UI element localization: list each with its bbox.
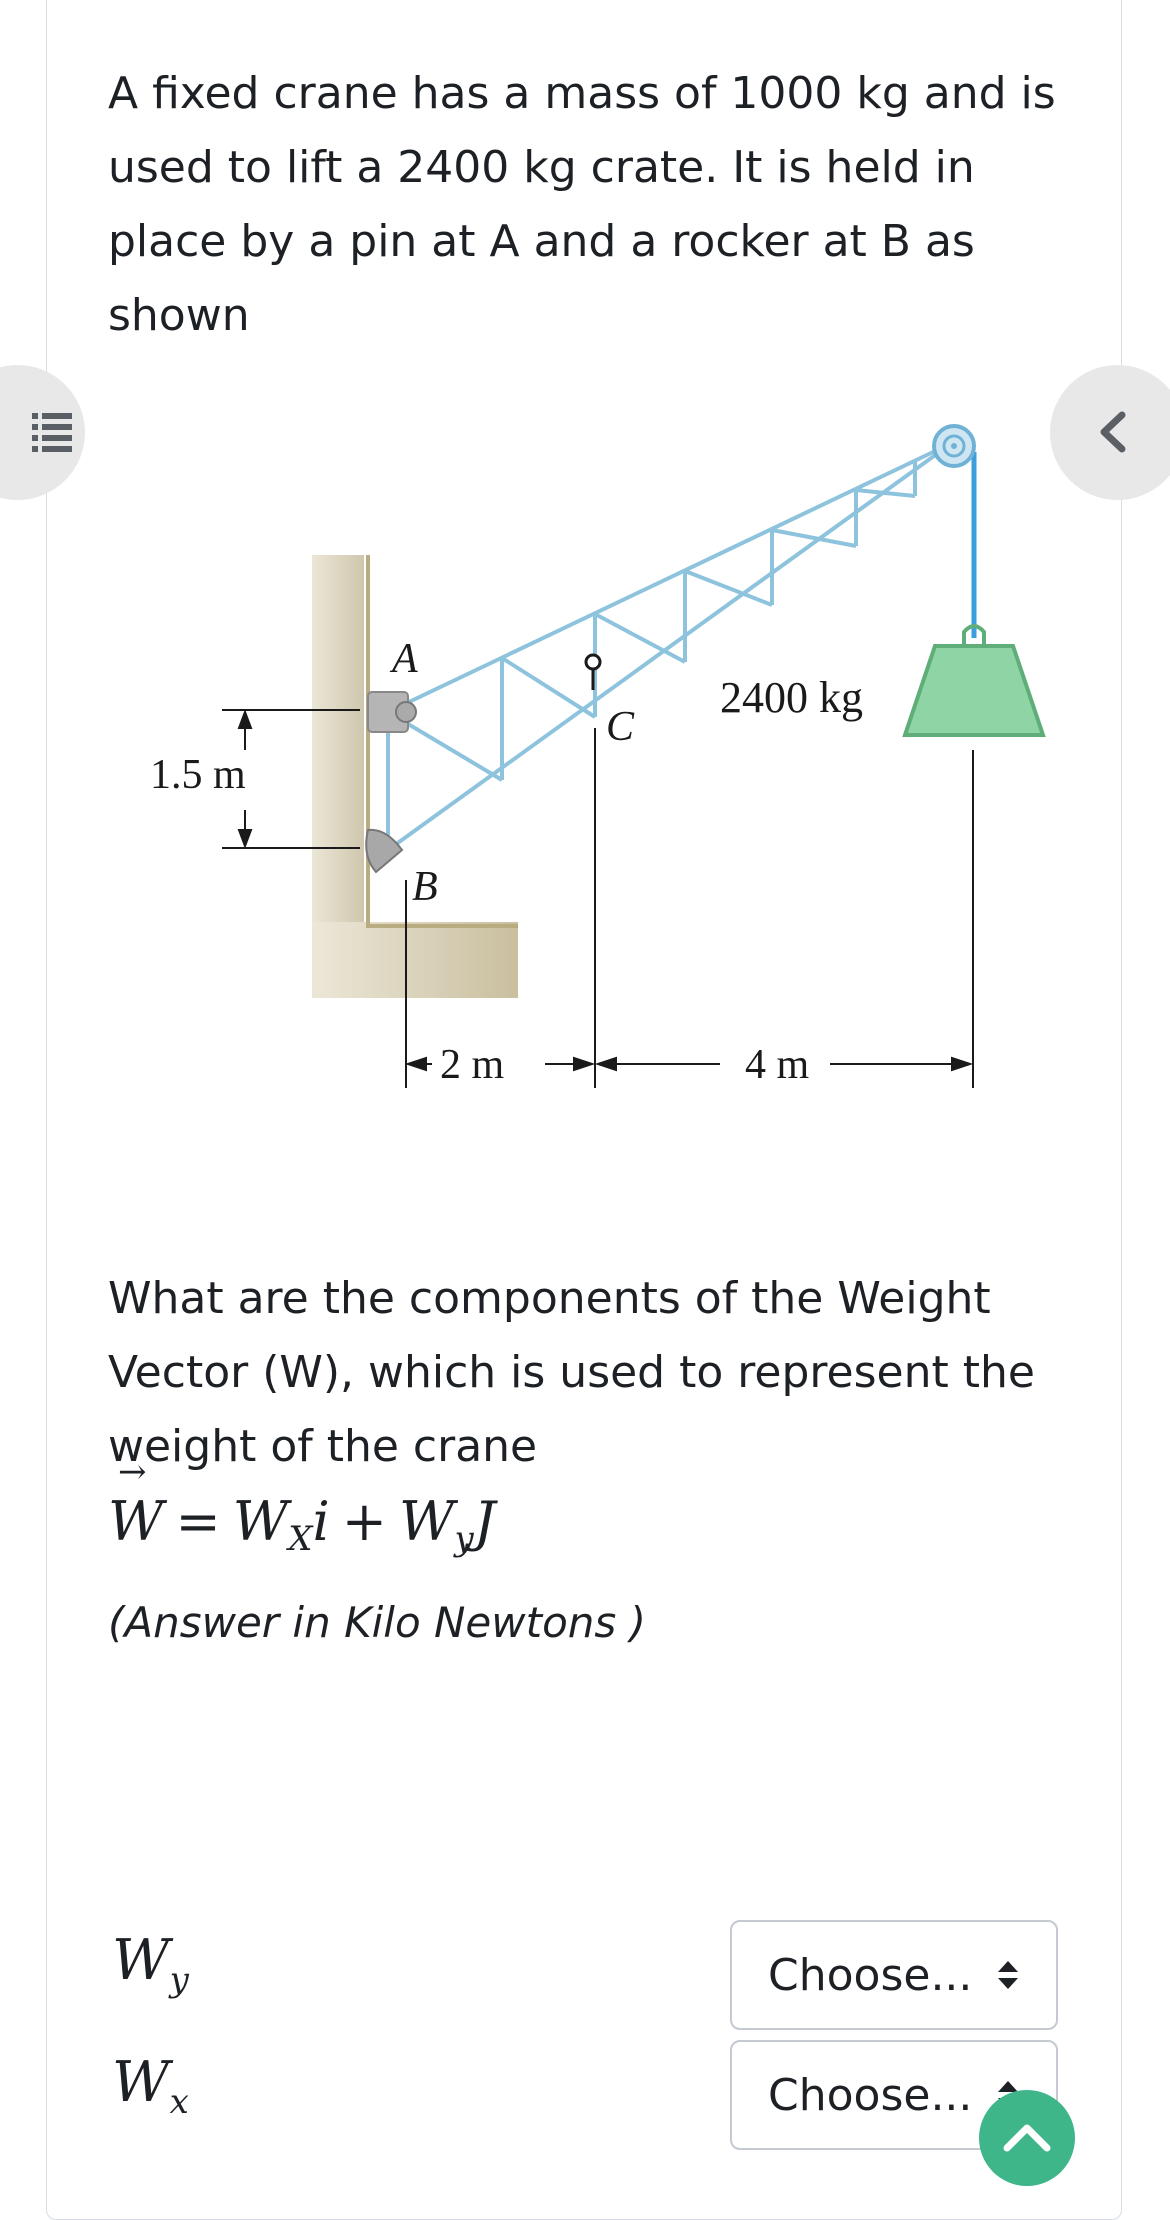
- height-dim-label: 1.5 m: [150, 752, 246, 798]
- pulley-icon: [934, 426, 974, 466]
- crane-diagram: [140, 410, 1060, 1130]
- wy-label: $W_y$: [112, 1928, 189, 2000]
- wy-select-value: Choose...: [768, 1949, 973, 2001]
- label-c: C: [606, 704, 635, 750]
- chevron-left-icon: [1092, 409, 1132, 455]
- rocker-b: [366, 830, 402, 872]
- label-a: A: [392, 636, 418, 682]
- sort-caret-icon: [996, 1957, 1020, 1993]
- eq-plus: +: [341, 1490, 388, 1553]
- eq-t1-var: W: [232, 1490, 289, 1553]
- wy-select[interactable]: [730, 1920, 1058, 2030]
- reference-lines: [406, 728, 973, 1088]
- weight-equation: [108, 1490, 495, 1559]
- center-of-mass-marker: [586, 655, 600, 690]
- chevron-up-icon: [1001, 2118, 1053, 2154]
- scroll-to-top-button[interactable]: [979, 2090, 1075, 2186]
- answer-units-note: (Answer in Kilo Newtons ): [108, 1598, 647, 1647]
- eq-t2-unit: J: [473, 1490, 496, 1553]
- wx-label: $W_x$: [112, 2050, 189, 2122]
- question-intro: A fixed crane has a mass of 1000 kg and is used to lift a 2400 kg crate. It is held in place by a pin at A and a rocker at B as shown: [108, 68, 1056, 341]
- eq-t2-var: W: [399, 1490, 455, 1553]
- question-prompt: What are the components of the Weight Vector (W), which is used to represent the weight of the crane: [108, 1273, 1035, 1472]
- eq-t1-unit: i: [312, 1490, 330, 1553]
- label-b: B: [412, 864, 438, 910]
- crate: [905, 626, 1043, 735]
- wx-select-value: Choose...: [768, 2069, 973, 2121]
- crane-truss: [388, 443, 952, 850]
- crate-mass-label: 2400 kg: [720, 673, 863, 722]
- eq-equals: =: [175, 1490, 221, 1553]
- dim-left-label: 2 m: [440, 1042, 505, 1088]
- eq-lhs: → W: [108, 1490, 164, 1553]
- list-icon: [32, 411, 72, 453]
- eq-t1-sub: X: [288, 1519, 313, 1559]
- eq-t2-sub: y: [454, 1519, 474, 1559]
- pin-a: [368, 692, 416, 732]
- dim-right-label: 4 m: [745, 1042, 810, 1088]
